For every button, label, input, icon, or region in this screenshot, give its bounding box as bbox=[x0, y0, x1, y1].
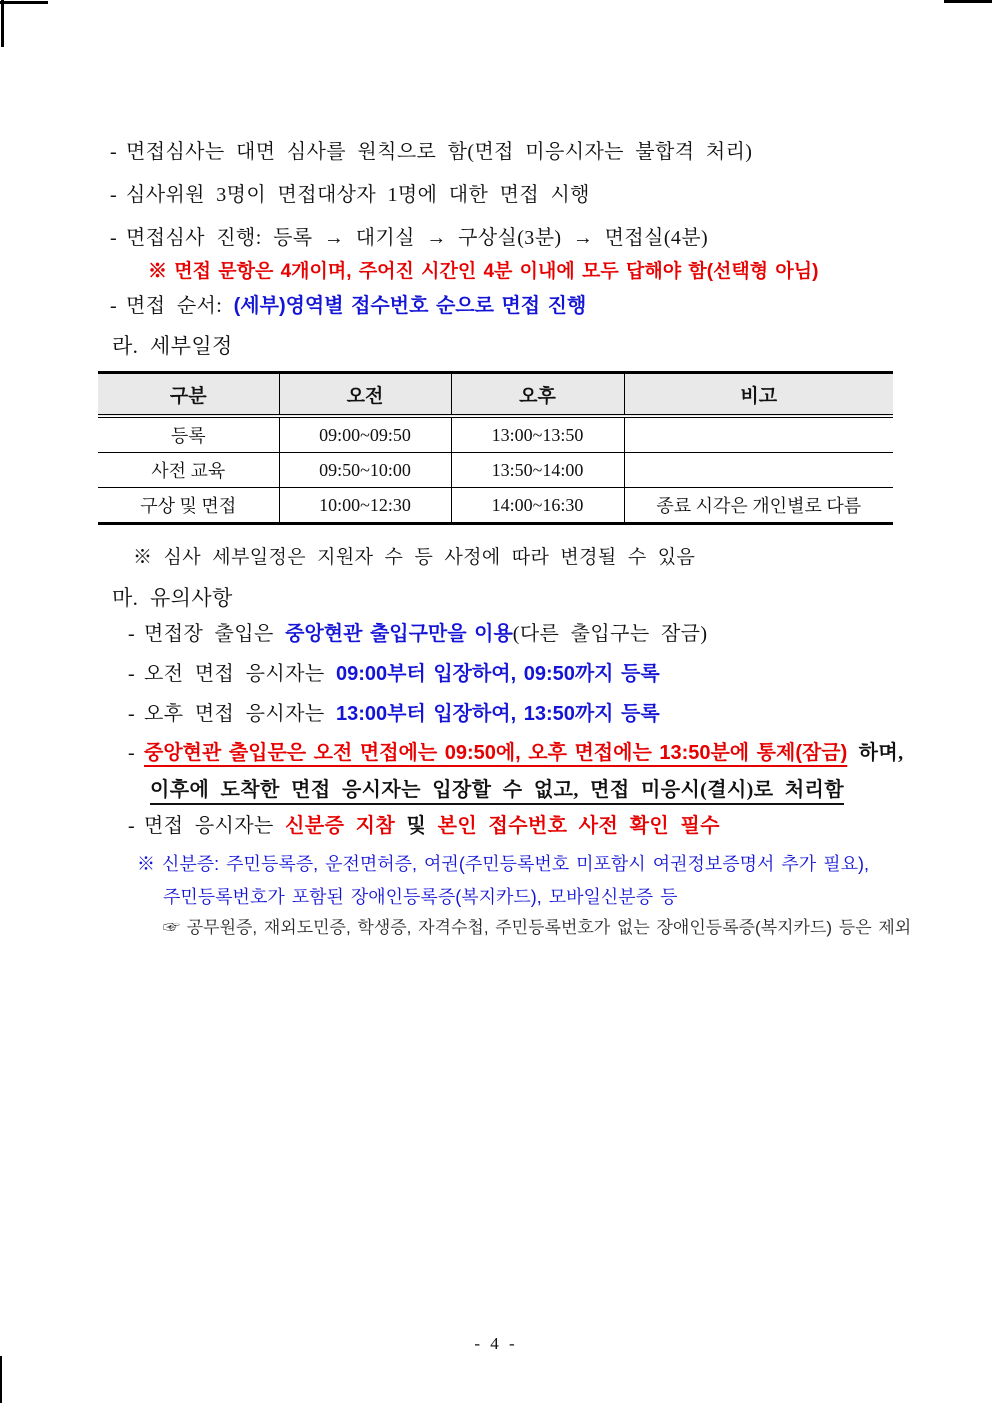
cell-afternoon: 13:00~13:50 bbox=[451, 416, 624, 453]
note-id-types-line2 bbox=[0, 885, 992, 909]
bullet-prefix: 면접 순서: bbox=[126, 295, 234, 317]
column-header-category: 구분 bbox=[98, 373, 279, 417]
note-text: ※ 심사 세부일정은 지원자 수 등 사정에 따라 변경될 수 있음 bbox=[133, 547, 696, 568]
bullet-text: 면접심사는 대면 심사를 원칙으로 함(면접 미응시자는 불합격 처리) bbox=[126, 141, 753, 163]
table-row bbox=[98, 488, 893, 524]
bullet-prefix: 면접장 출입은 bbox=[144, 623, 286, 645]
bullet-highlight: 09:00부터 입장하여, 09:50까지 등록 bbox=[335, 663, 660, 685]
door-control-suffix: 하며, bbox=[847, 742, 904, 764]
column-header-morning: 오전 bbox=[279, 373, 451, 417]
dash-marker: - bbox=[110, 141, 118, 163]
cell-morning: 09:50~10:00 bbox=[279, 453, 451, 488]
id-highlight: 신분증 지참 bbox=[285, 815, 396, 837]
cell-afternoon: 14:00~16:30 bbox=[451, 488, 624, 524]
bullet-highlight: 13:00부터 입장하여, 13:50까지 등록 bbox=[335, 703, 660, 725]
heading-text: 마. 유의사항 bbox=[112, 586, 233, 610]
dash-marker: - bbox=[110, 227, 118, 249]
dash-marker: - bbox=[128, 623, 136, 645]
note-text: 주민등록번호가 포함된 장애인등록증(복지카드), 모바일신분증 등 bbox=[163, 887, 678, 907]
table-header-row bbox=[98, 373, 893, 417]
bullet-afternoon-registration bbox=[0, 701, 992, 727]
note-id-types-line1 bbox=[0, 852, 992, 876]
cell-category: 등록 bbox=[170, 426, 206, 446]
bullet-prefix: 면접 응시자는 bbox=[144, 815, 286, 837]
cell-morning: 10:00~12:30 bbox=[279, 488, 451, 524]
heading-text: 라. 세부일정 bbox=[112, 334, 233, 358]
dash-marker: - bbox=[128, 703, 136, 725]
page-border-mark-bottom-left-vertical bbox=[0, 1356, 2, 1403]
dash-marker: - bbox=[128, 742, 136, 764]
bullet-panel-composition bbox=[0, 182, 992, 208]
page-border-mark-top-right-horizontal bbox=[944, 0, 992, 3]
bullet-door-control-line2 bbox=[0, 777, 992, 803]
receipt-number-highlight: 본인 접수번호 사전 확인 필수 bbox=[437, 815, 720, 837]
cell-afternoon: 13:50~14:00 bbox=[451, 453, 624, 488]
bullet-door-control-line1 bbox=[0, 740, 992, 766]
bullet-interview-order bbox=[0, 293, 992, 319]
column-header-afternoon: 오후 bbox=[451, 373, 624, 417]
cell-remarks: 종료 시각은 개인별로 다름 bbox=[624, 488, 893, 524]
section-heading-ma bbox=[0, 585, 992, 611]
note-schedule-change bbox=[0, 545, 992, 571]
section-heading-ra bbox=[0, 333, 992, 359]
bullet-morning-registration bbox=[0, 661, 992, 687]
cell-remarks bbox=[624, 416, 893, 453]
note-text: ☞ 공무원증, 재외도민증, 학생증, 자격수첩, 주민등록번호가 없는 장애인등록증(복지카드) 등은 제외 bbox=[163, 918, 912, 937]
bullet-interview-flow bbox=[0, 225, 992, 251]
bullet-highlight: (세부)영역별 접수번호 순으로 면접 진행 bbox=[233, 295, 587, 317]
bullet-prefix: 오후 면접 응시자는 bbox=[144, 703, 336, 725]
late-arrival-warning: 이후에 도착한 면접 응시자는 입장할 수 없고, 면접 미응시(결시)로 처리함 bbox=[150, 779, 844, 801]
page-border-mark-top-left-horizontal bbox=[0, 1, 48, 4]
bullet-interview-principle bbox=[0, 139, 992, 165]
table-row bbox=[98, 453, 893, 488]
note-text: ※ 신분증: 주민등록증, 운전면허증, 여권(주민등록번호 미포함시 여권정보증명서 추가 필요), bbox=[137, 854, 869, 874]
schedule-table bbox=[98, 371, 893, 525]
cell-category: 사전 교육 bbox=[98, 453, 279, 488]
page-number-text: - 4 - bbox=[474, 1334, 518, 1353]
cell-remarks bbox=[624, 453, 893, 488]
dash-marker: - bbox=[110, 295, 118, 317]
bullet-highlight: 중앙현관 출입구만을 이용 bbox=[285, 623, 513, 645]
cell-morning: 09:00~09:50 bbox=[279, 416, 451, 453]
bullet-entrance bbox=[0, 621, 992, 647]
door-control-warning: 중앙현관 출입문은 오전 면접에는 09:50에, 오후 면접에는 13:50분에 통제(잠금) bbox=[144, 742, 848, 764]
page-border-mark-top-left-vertical bbox=[1, 0, 4, 47]
dash-marker: - bbox=[128, 815, 136, 837]
bullet-prefix: 오전 면접 응시자는 bbox=[144, 663, 336, 685]
note-interview-questions bbox=[0, 260, 992, 284]
note-text: ※ 면접 문항은 4개이며, 주어진 시간인 4분 이내에 모두 답해야 함(선택형 아님) bbox=[148, 261, 819, 282]
bullet-middle: 및 bbox=[395, 815, 438, 837]
cell-category: 구상 및 면접 bbox=[98, 488, 279, 524]
note-id-exclusions bbox=[0, 917, 992, 939]
page-number bbox=[0, 1334, 992, 1354]
dash-marker: - bbox=[110, 184, 118, 206]
column-header-remarks: 비고 bbox=[624, 373, 893, 417]
dash-marker: - bbox=[128, 663, 136, 685]
bullet-id-required bbox=[0, 813, 992, 839]
bullet-text: 면접심사 진행: 등록 → 대기실 → 구상실(3분) → 면접실(4분) bbox=[126, 227, 709, 249]
bullet-text: 심사위원 3명이 면접대상자 1명에 대한 면접 시행 bbox=[126, 184, 590, 206]
table-row bbox=[98, 416, 893, 453]
bullet-suffix: (다른 출입구는 잠금) bbox=[512, 623, 708, 645]
